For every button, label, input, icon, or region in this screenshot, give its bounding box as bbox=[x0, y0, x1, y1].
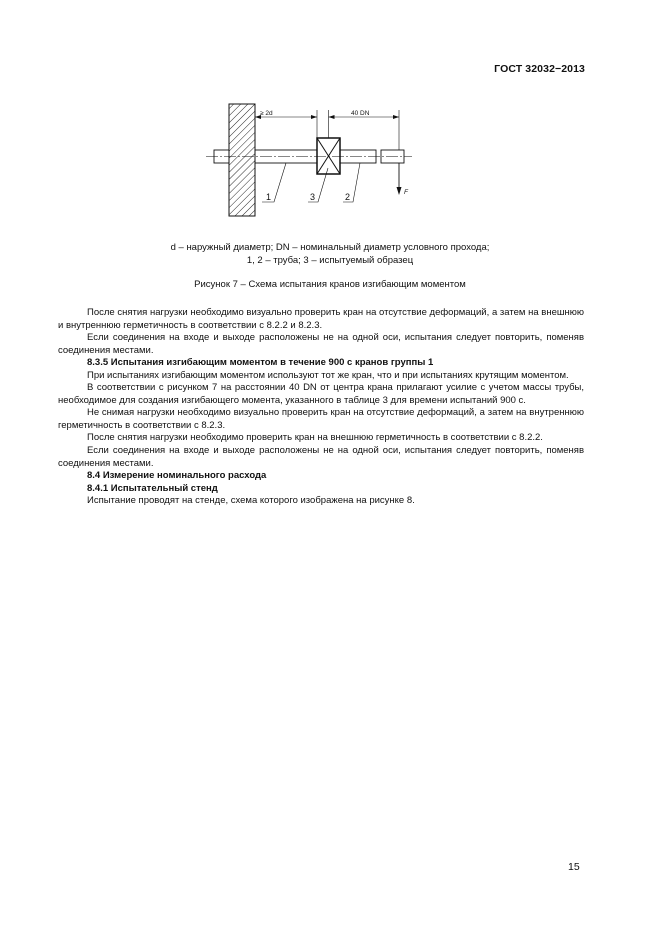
figure-title: Рисунок 7 – Схема испытания кранов изгибающим моментом bbox=[194, 279, 466, 290]
test-scheme-figure bbox=[200, 95, 440, 225]
paragraph: Если соединения на входе и выходе расположены не на одной оси, испытания следует повторить, поменяв соединения местами. bbox=[58, 332, 584, 356]
section-heading-8-4: 8.4 Измерение номинального расхода bbox=[87, 470, 267, 482]
legend-line-2: 1, 2 – труба; 3 – испытуемый образец bbox=[246, 255, 414, 266]
paragraph: В соответствии с рисунком 7 на расстоянии 40 DN от центра крана прилагают усилие с учетом массы трубы, необходимое для создания изгибающего момента, указанного в таблице 3 для времени испытаний 900 с. bbox=[58, 382, 584, 406]
fixed-wall bbox=[229, 104, 255, 216]
paragraph: Если соединения на входе и выходе расположены не на одной оси, испытания следует повторить, поменяв соединения местами. bbox=[58, 445, 584, 469]
paragraph: После снятия нагрузки необходимо визуально проверить кран на отсутствие деформаций, а затем на внешнюю и внутреннюю герметичность в соответствии с 8.2.2 и 8.2.3. bbox=[58, 307, 584, 331]
body-text bbox=[58, 307, 584, 508]
paragraph: После снятия нагрузки необходимо проверить кран на внешнюю герметичность в соответствии с 8.2.2. bbox=[87, 432, 543, 444]
force-label: F bbox=[404, 189, 408, 196]
dim-offset-label: ≥ 2d bbox=[260, 110, 273, 117]
figure-legend bbox=[60, 241, 600, 267]
callout-3: 3 bbox=[310, 192, 316, 202]
force-arrowhead bbox=[397, 187, 402, 195]
dim-distance-label: 40 DN bbox=[351, 110, 370, 117]
standard-header: ГОСТ 32032−2013 bbox=[494, 63, 585, 75]
callout-2: 2 bbox=[345, 192, 351, 202]
callout-1: 1 bbox=[266, 192, 272, 202]
legend-line-1: d – наружный диаметр; DN – номинальный диаметр условного прохода; bbox=[170, 242, 490, 253]
test-scheme-drawing bbox=[200, 95, 440, 225]
page-number: 15 bbox=[568, 861, 580, 873]
section-heading-8-4-1: 8.4.1 Испытательный стенд bbox=[87, 482, 218, 494]
section-heading-8-3-5: 8.3.5 Испытания изгибающим моментом в течение 900 с кранов группы 1 bbox=[87, 357, 434, 369]
paragraph: Испытание проводят на стенде, схема которого изображена на рисунке 8. bbox=[87, 495, 415, 507]
paragraph: При испытаниях изгибающим моментом используют тот же кран, что и при испытаниях крутящим моментом. bbox=[87, 369, 569, 381]
paragraph: Не снимая нагрузки необходимо визуально проверить кран на отсутствие деформаций, а затем на внутреннюю герметичность в соответствии с 8.2.3. bbox=[58, 407, 584, 431]
